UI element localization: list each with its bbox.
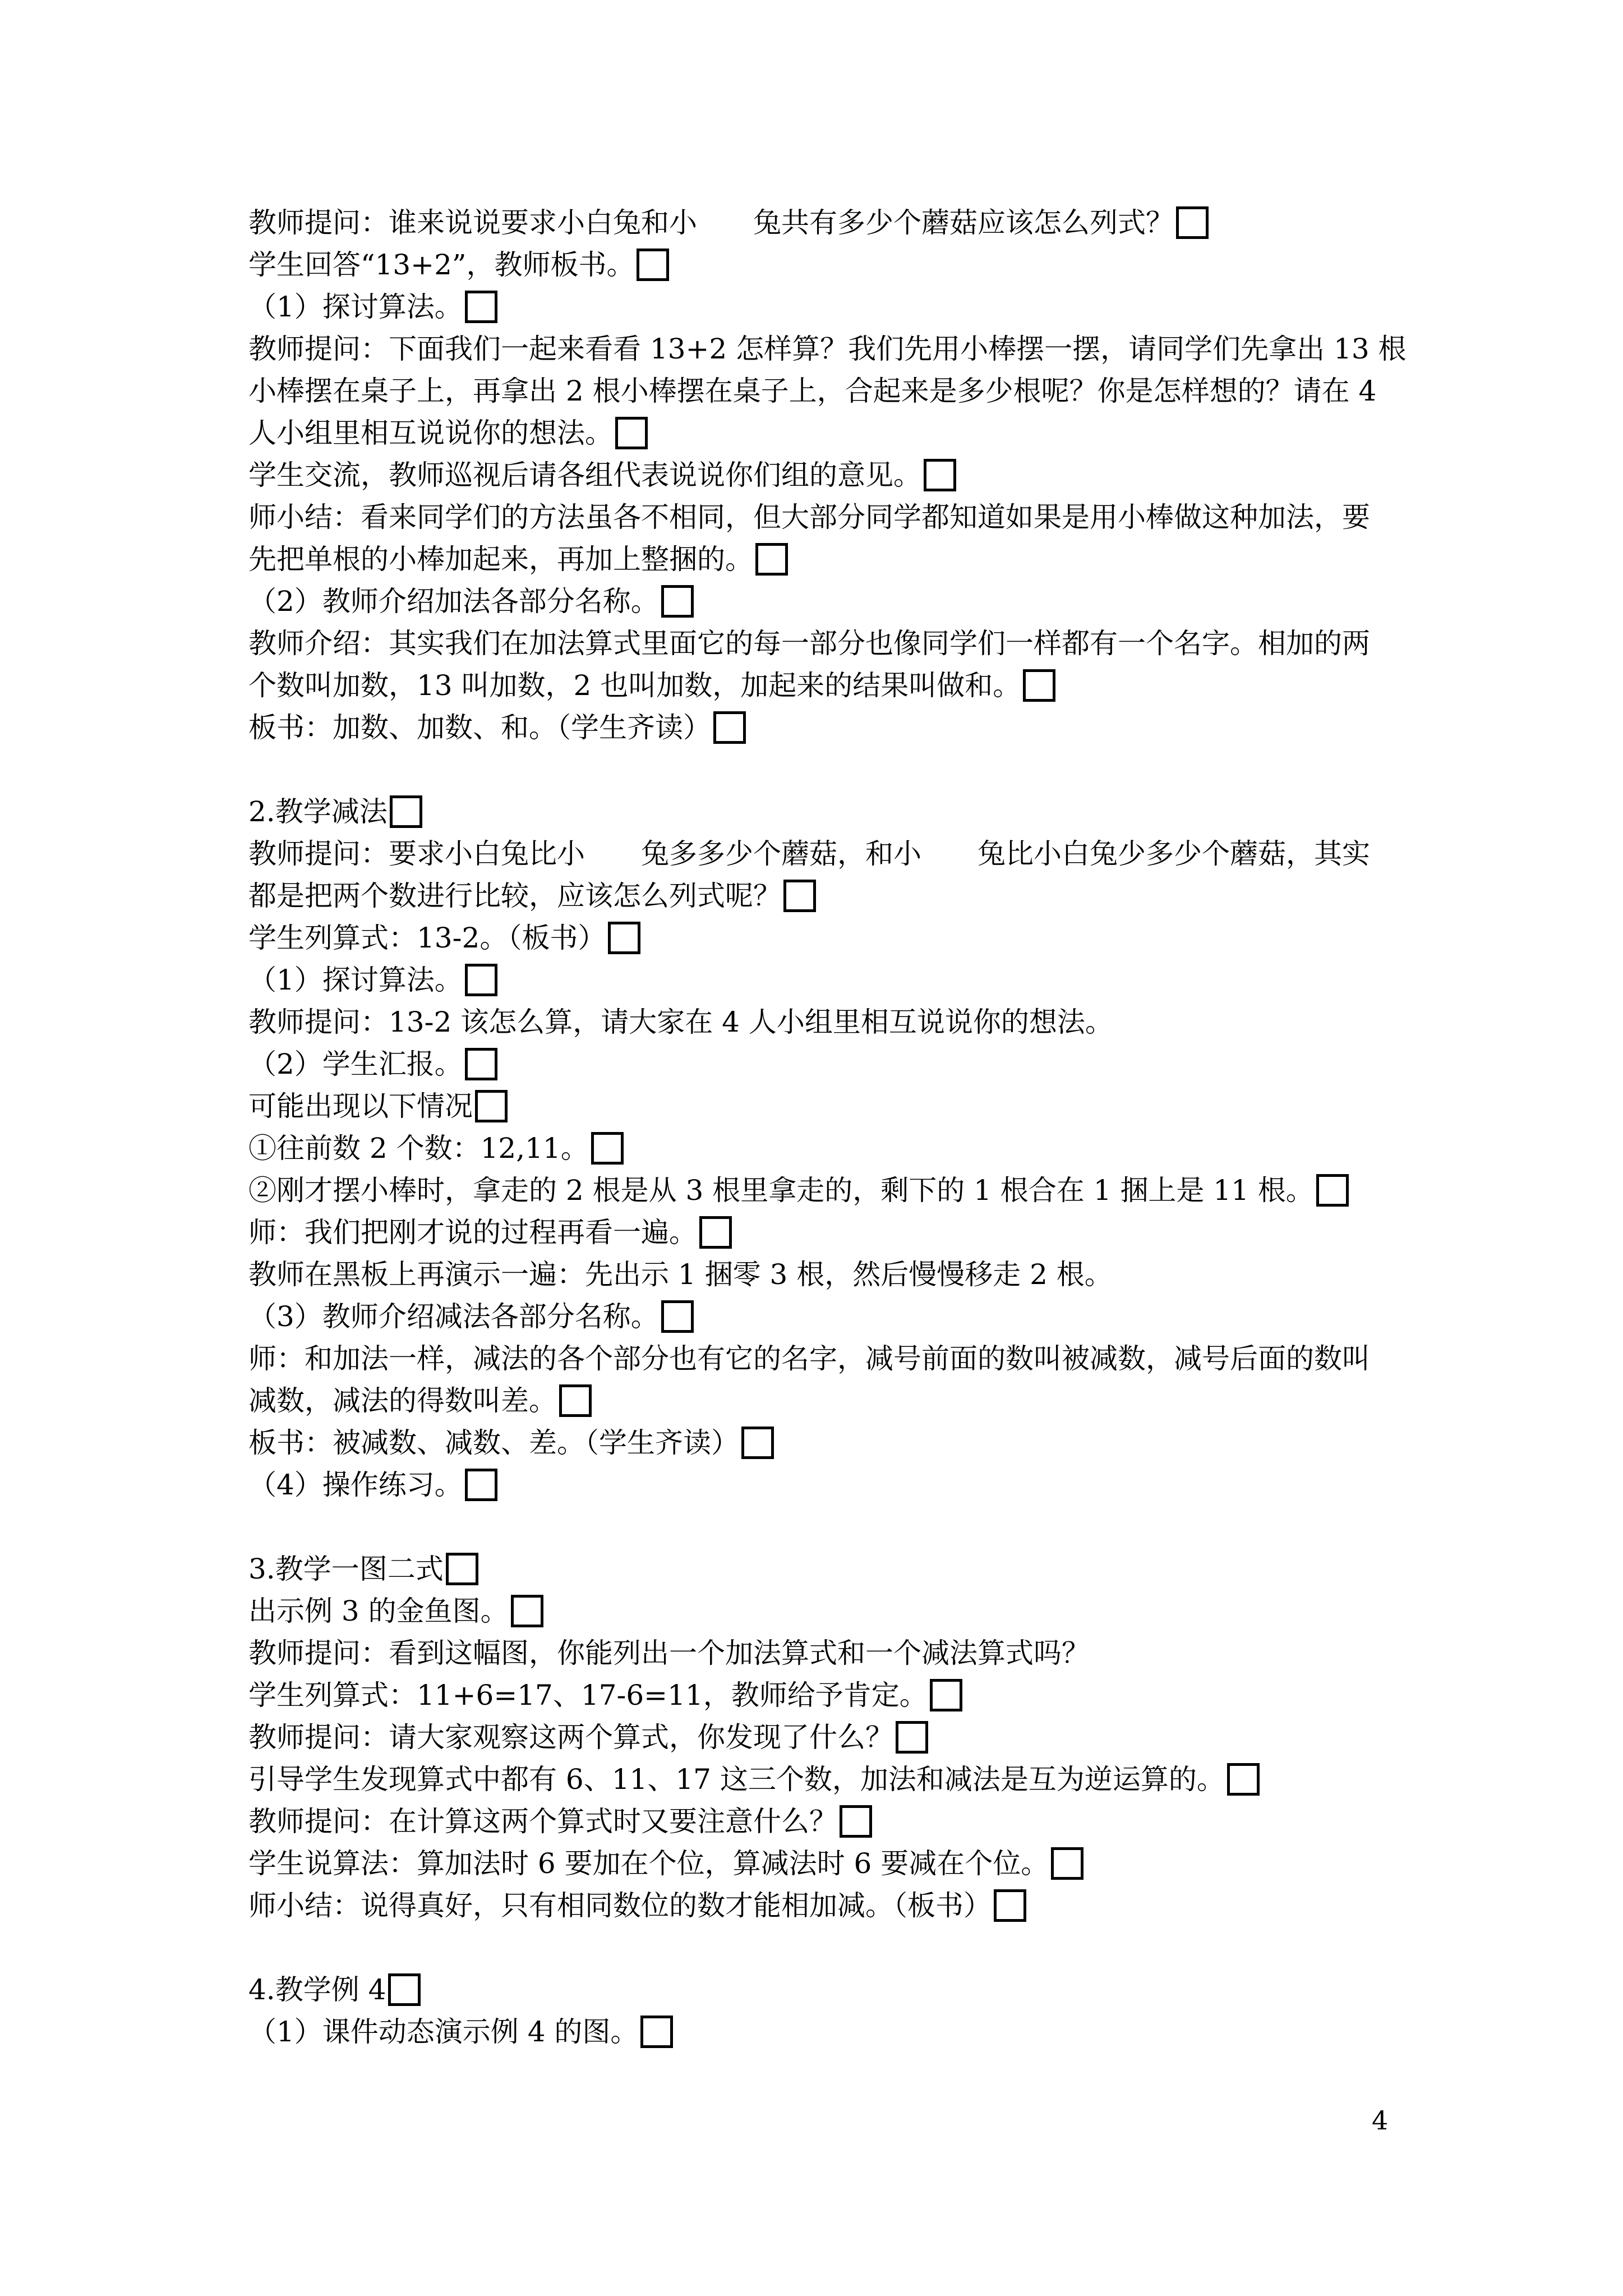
text-line — [248, 872, 816, 915]
text-line — [248, 199, 1209, 242]
empty-box-icon — [1176, 206, 1209, 239]
text-line — [248, 956, 497, 999]
line-text: （2）教师介绍加法各部分名称。 — [248, 585, 659, 618]
empty-box-icon — [661, 585, 694, 618]
line-text: ①往前数 2 个数：12,11。 — [248, 1132, 589, 1165]
text-line — [248, 620, 1370, 662]
empty-box-icon — [994, 1889, 1026, 1922]
empty-box-icon — [446, 1553, 478, 1585]
line-text: 人小组里相互说说你的想法。 — [248, 417, 613, 449]
text-line — [248, 325, 1407, 368]
line-text: 学生列算式：11+6=17、17-6=11，教师给予肯定。 — [248, 1679, 928, 1711]
line-text: 学生列算式：13-2。（板书） — [248, 922, 606, 954]
line-text: 教师提问：请大家观察这两个算式，你发现了什么？ — [248, 1721, 893, 1754]
text-line — [248, 1335, 1370, 1378]
text-line — [248, 1588, 543, 1630]
text-line — [248, 1840, 1083, 1883]
empty-box-icon — [930, 1679, 962, 1711]
empty-box-icon — [661, 1300, 694, 1333]
line-text: 3.教学一图二式 — [248, 1553, 444, 1585]
empty-box-icon — [465, 291, 497, 323]
text-line — [248, 1125, 624, 1167]
empty-box-icon — [465, 1048, 497, 1080]
empty-box-icon — [559, 1384, 592, 1417]
text-line — [248, 1714, 928, 1756]
empty-box-icon — [1051, 1847, 1083, 1880]
line-text: 师：和加法一样，减法的各个部分也有它的名字，减号前面的数叫被减数，减号后面的数叫 — [248, 1342, 1370, 1375]
line-text: 板书：被减数、减数、差。（学生齐读） — [248, 1427, 739, 1459]
empty-box-icon — [1023, 669, 1055, 702]
text-line — [248, 1419, 774, 1462]
text-line — [248, 1377, 592, 1420]
empty-box-icon — [608, 922, 640, 954]
line-text: 师小结：说得真好，只有相同数位的数才能相加减。（板书） — [248, 1889, 992, 1922]
empty-box-icon — [388, 1973, 421, 2006]
empty-box-icon — [741, 1427, 774, 1459]
text-line — [248, 1798, 872, 1841]
line-text: 板书：加数、加数、和。（学生齐读） — [248, 711, 711, 744]
text-line — [248, 494, 1370, 536]
text-line — [248, 1966, 421, 2009]
text-line — [248, 1630, 1090, 1672]
line-text: 师：我们把刚才说的过程再看一遍。 — [248, 1216, 697, 1249]
line-text: 师小结：看来同学们的方法虽各不相同，但大部分同学都知道如果是用小棒做这种加法，要 — [248, 501, 1370, 533]
text-line — [248, 1041, 497, 1083]
line-text: 减数，减法的得数叫差。 — [248, 1384, 557, 1417]
text-line — [248, 409, 648, 452]
empty-box-icon — [465, 964, 497, 996]
text-line — [248, 1672, 962, 1714]
line-text: 都是把两个数进行比较，应该怎么列式呢？ — [248, 880, 781, 912]
text-line — [248, 1293, 694, 1336]
empty-box-icon — [783, 880, 816, 912]
line-text: （1）课件动态演示例 4 的图。 — [248, 2016, 639, 2048]
line-text: 学生交流，教师巡视后请各组代表说说你们组的意见。 — [248, 459, 921, 491]
empty-box-icon — [465, 1469, 497, 1501]
text-line — [248, 662, 1055, 705]
empty-box-icon — [511, 1595, 543, 1627]
text-line — [248, 1756, 1260, 1798]
text-line — [248, 283, 497, 326]
empty-box-icon — [924, 459, 956, 491]
line-text: 教师提问：看到这幅图，你能列出一个加法算式和一个减法算式吗？ — [248, 1637, 1090, 1669]
line-text: 小棒摆在桌子上，再拿出 2 根小棒摆在桌子上，合起来是多少根呢？你是怎样想的？请在 4 — [248, 375, 1377, 407]
line-text: 学生说算法：算加法时 6 要加在个位，算减法时 6 要减在个位。 — [248, 1847, 1049, 1880]
text-line — [248, 1882, 1026, 1925]
empty-box-icon — [1316, 1174, 1349, 1207]
empty-box-icon — [640, 2016, 673, 2048]
line-text: 先把单根的小棒加起来，再加上整捆的。 — [248, 543, 753, 576]
line-text: 教师在黑板上再演示一遍：先出示 1 捆零 3 根，然后慢慢移走 2 根。 — [248, 1258, 1113, 1291]
line-text: ②刚才摆小棒时，拿走的 2 根是从 3 根里拿走的，剩下的 1 根合在 1 捆上是 11 根。 — [248, 1174, 1314, 1207]
text-line — [248, 241, 669, 284]
line-text: （2）学生汇报。 — [248, 1048, 463, 1080]
empty-box-icon — [475, 1090, 508, 1122]
empty-box-icon — [637, 249, 669, 281]
line-text: 教师提问：要求小白兔比小 兔多多少个蘑菇，和小 兔比小白兔少多少个蘑菇，其实 — [248, 838, 1370, 870]
empty-box-icon — [840, 1805, 872, 1838]
text-line — [248, 367, 1376, 410]
text-line — [248, 1461, 497, 1504]
line-text: 学生回答“13+2”，教师板书。 — [248, 249, 635, 281]
line-text: （3）教师介绍减法各部分名称。 — [248, 1300, 659, 1333]
text-line — [248, 788, 422, 831]
text-line — [248, 999, 1113, 1041]
line-text: 教师提问：13-2 该怎么算，请大家在 4 人小组里相互说说你的想法。 — [248, 1006, 1113, 1038]
line-text: 4.教学例 4 — [248, 1973, 386, 2006]
text-line — [248, 830, 1370, 873]
line-text: 教师介绍：其实我们在加法算式里面它的每一部分也像同学们一样都有一个名字。相加的两 — [248, 627, 1370, 660]
line-text: 教师提问：在计算这两个算式时又要注意什么？ — [248, 1805, 837, 1838]
text-line — [248, 1083, 508, 1125]
text-line — [248, 536, 788, 578]
empty-box-icon — [615, 417, 648, 449]
line-text: 引导学生发现算式中都有 6、11、17 这三个数，加法和减法是互为逆运算的。 — [248, 1763, 1225, 1796]
text-line — [248, 1209, 732, 1251]
line-text: （4）操作练习。 — [248, 1469, 463, 1501]
text-line — [248, 1251, 1113, 1294]
line-text: 可能出现以下情况 — [248, 1090, 473, 1122]
line-text: 教师提问：下面我们一起来看看 13+2 怎样算？我们先用小棒摆一摆，请同学们先拿出 13 根 — [248, 333, 1407, 365]
text-line — [248, 452, 956, 494]
empty-box-icon — [1227, 1763, 1260, 1796]
text-line — [248, 2008, 673, 2051]
text-line — [248, 704, 746, 747]
line-text: 出示例 3 的金鱼图。 — [248, 1595, 509, 1627]
empty-box-icon — [713, 711, 746, 744]
line-text: 个数叫加数，13 叫加数，2 也叫加数，加起来的结果叫做和。 — [248, 669, 1021, 702]
line-text: 教师提问：谁来说说要求小白兔和小 兔共有多少个蘑菇应该怎么列式？ — [248, 206, 1174, 239]
text-line — [248, 1545, 478, 1588]
line-text: 2.教学减法 — [248, 795, 388, 828]
text-line — [248, 914, 640, 957]
empty-box-icon — [755, 543, 788, 576]
empty-box-icon — [699, 1216, 732, 1249]
line-text: （1）探讨算法。 — [248, 291, 463, 323]
text-line — [248, 1167, 1349, 1209]
empty-box-icon — [591, 1132, 624, 1165]
page-number: 4 — [1372, 2105, 1389, 2136]
empty-box-icon — [390, 795, 422, 828]
empty-box-icon — [896, 1721, 928, 1754]
text-line — [248, 578, 694, 620]
line-text: （1）探讨算法。 — [248, 964, 463, 996]
